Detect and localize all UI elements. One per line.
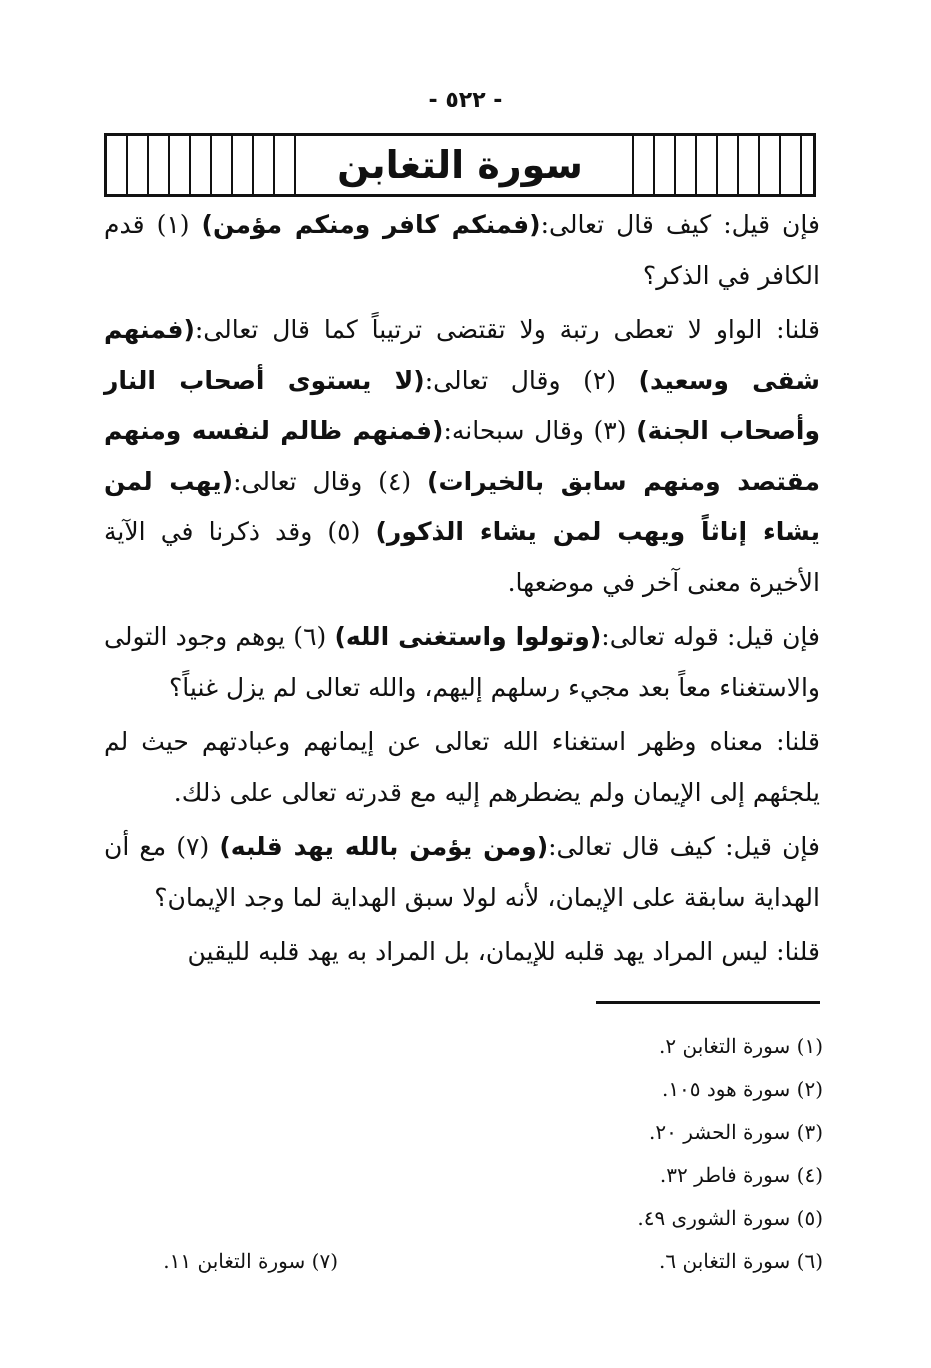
footnote-item: (٢) سورة هود ١٠٥. <box>661 1077 823 1101</box>
footnotes-list <box>523 1025 823 1283</box>
quran-quote: (فمنهم ظالم لنفسه ومنهم مقتصد ومنهم سابق بالخيرات) <box>104 416 821 496</box>
footnote-divider <box>596 1001 820 1004</box>
body-text <box>104 200 820 982</box>
title-hatch-right <box>613 136 813 194</box>
paragraph-text: (٢) وقال تعالى: <box>424 365 639 395</box>
paragraph-text: (٧) مع أن الهداية سابقة على الإيمان، لأنه لولا سبق الهداية لما وجد الإيمان؟ <box>104 832 820 912</box>
chapter-title: سورة التغابن <box>337 143 583 187</box>
quran-quote: (ومن يؤمن بالله يهد قلبه) <box>219 832 549 861</box>
paragraph-text: فإن قيل: كيف قال تعالى: <box>548 832 820 861</box>
footnote-item: (٤) سورة فاطر ٣٢. <box>659 1163 823 1187</box>
paragraph-text: قلنا: معناه وظهر استغناء الله تعالى عن إيمانهم وعبادتهم حيث لم يلجئهم إلى الإيمان ولم يضطرهم إليه مع قدرته تعالى على ذلك. <box>104 727 820 807</box>
chapter-title-frame <box>104 133 816 197</box>
paragraph <box>104 305 820 608</box>
quran-quote: (لا يستوى أصحاب النار وأصحاب الجنة) <box>104 365 821 445</box>
quran-quote: (فمنكم كافر ومنكم مؤمن) <box>201 210 541 239</box>
paragraph <box>104 927 820 978</box>
paragraph-text: (٣) وقال سبحانه: <box>443 416 637 445</box>
paragraph-text: (٤) وقال تعالى: <box>233 466 428 496</box>
paragraph <box>104 717 820 818</box>
paragraph <box>104 822 820 923</box>
paragraph-text: قلنا: الواو لا تعطى رتبة ولا تقتضى ترتيباً كما قال تعالى: <box>194 315 820 344</box>
paragraph-text: (٦) يوهم وجود التولى والاستغناء معاً بعد مجيء رسلهم إليهم، والله تعالى لم يزل غنياً؟ <box>104 622 820 702</box>
footnote-7: (٧) سورة التغابن ١١. <box>163 1249 338 1273</box>
paragraph-text: فإن قيل: قوله تعالى: <box>601 622 821 651</box>
footnote-item: (٥) سورة الشورى ٤٩. <box>637 1206 823 1230</box>
paragraph-text: (١) قدم الكافر في الذكر؟ <box>104 210 820 290</box>
page-number: - ٥٢٢ - <box>428 88 503 113</box>
paragraph <box>104 200 820 301</box>
footnote-item: (٣) سورة الحشر ٢٠. <box>649 1120 823 1144</box>
quran-quote: (يهب لمن يشاء إناثاً ويهب لمن يشاء الذكور) <box>104 466 820 546</box>
paragraph-text: (٥) وقد ذكرنا في الآية الأخيرة معنى آخر في موضعها. <box>104 517 820 597</box>
paragraph-text: قلنا: ليس المراد يهد قلبه للإيمان، بل المراد به يهد قلبه لليقين <box>187 937 820 966</box>
quran-quote: (فمنهم شقى وسعيد) <box>104 315 821 395</box>
quran-quote: (وتولوا واستغنى الله) <box>334 622 602 651</box>
footnote-item: (٦) سورة التغابن ٦. <box>659 1249 823 1273</box>
paragraph <box>104 612 820 713</box>
title-hatch-left <box>107 136 307 194</box>
footnote-item: (١) سورة التغابن ٢. <box>659 1034 823 1058</box>
paragraph-text: فإن قيل: كيف قال تعالى: <box>540 210 820 239</box>
